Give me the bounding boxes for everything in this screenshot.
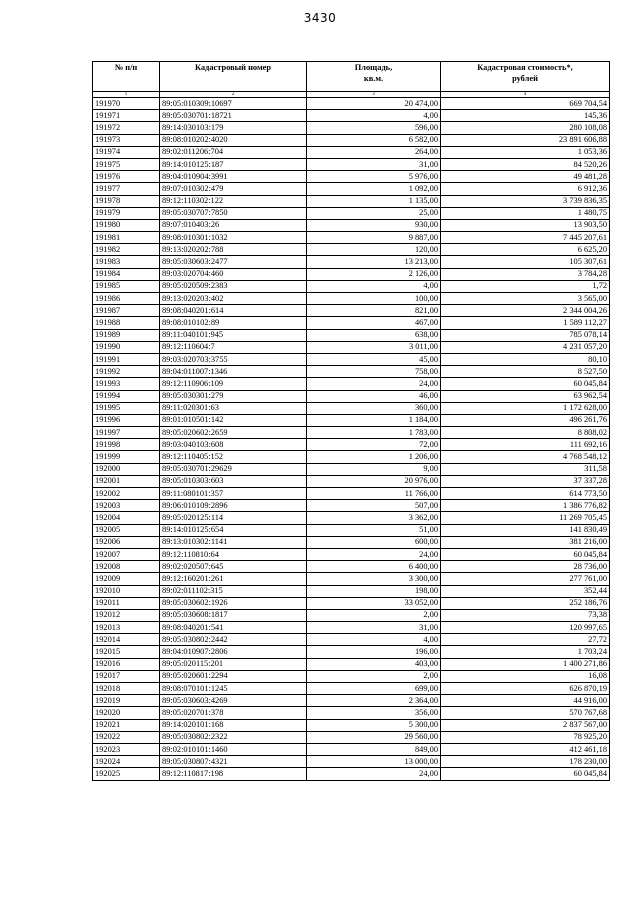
cadastral-number-cell: 89:07:010302:479 bbox=[160, 183, 307, 195]
table-row bbox=[93, 353, 610, 365]
row-number-cell: 191992 bbox=[93, 366, 160, 378]
area-cell: 758,00 bbox=[307, 366, 441, 378]
area-cell: 4,00 bbox=[307, 634, 441, 646]
area-cell: 3 011,00 bbox=[307, 341, 441, 353]
area-cell: 930,00 bbox=[307, 219, 441, 231]
table-row bbox=[93, 463, 610, 475]
cadastral-number-cell: 89:11:040101:945 bbox=[160, 329, 307, 341]
table-row bbox=[93, 378, 610, 390]
table-row bbox=[93, 366, 610, 378]
area-cell: 20 976,00 bbox=[307, 475, 441, 487]
cadastral-number-cell: 89:02:010101:1460 bbox=[160, 743, 307, 755]
area-cell: 45,00 bbox=[307, 353, 441, 365]
cadastral-number-cell: 89:12:110405:152 bbox=[160, 451, 307, 463]
cadastral-cost-cell: 105 307,61 bbox=[441, 256, 610, 268]
cadastral-cost-cell: 6 625,20 bbox=[441, 244, 610, 256]
cadastral-cost-cell: 23 891 606,88 bbox=[441, 134, 610, 146]
cadastral-cost-cell: 352,44 bbox=[441, 585, 610, 597]
cadastral-cost-cell: 1 589 112,27 bbox=[441, 317, 610, 329]
area-cell: 13 213,00 bbox=[307, 256, 441, 268]
row-number-cell: 191998 bbox=[93, 439, 160, 451]
cadastral-number-cell: 89:05:020701:378 bbox=[160, 707, 307, 719]
cadastral-cost-cell: 381 216,00 bbox=[441, 536, 610, 548]
cadastral-cost-cell: 280 108,08 bbox=[441, 122, 610, 134]
cadastral-number-cell: 89:14:030103:179 bbox=[160, 122, 307, 134]
row-number-cell: 191987 bbox=[93, 305, 160, 317]
header-area bbox=[307, 62, 441, 92]
row-number-cell: 192018 bbox=[93, 683, 160, 695]
cadastral-number-cell: 89:04:011007:1346 bbox=[160, 366, 307, 378]
cadastral-cost-cell: 84 520,26 bbox=[441, 158, 610, 170]
table-row bbox=[93, 256, 610, 268]
area-cell: 360,00 bbox=[307, 402, 441, 414]
cadastral-number-cell: 89:01:010501:142 bbox=[160, 414, 307, 426]
header-area-line2: кв.м. bbox=[363, 74, 384, 83]
area-cell: 198,00 bbox=[307, 585, 441, 597]
table-row bbox=[93, 329, 610, 341]
cadastral-cost-cell: 73,38 bbox=[441, 609, 610, 621]
cadastral-value-table bbox=[92, 61, 610, 781]
row-number-cell: 191983 bbox=[93, 256, 160, 268]
table-row bbox=[93, 134, 610, 146]
table-row bbox=[93, 609, 610, 621]
cadastral-number-cell: 89:05:010303:603 bbox=[160, 475, 307, 487]
area-cell: 9,00 bbox=[307, 463, 441, 475]
area-cell: 120,00 bbox=[307, 244, 441, 256]
cadastral-cost-cell: 1 480,75 bbox=[441, 207, 610, 219]
row-number-cell: 191990 bbox=[93, 341, 160, 353]
cadastral-number-cell: 89:06:010109:2896 bbox=[160, 500, 307, 512]
cadastral-cost-cell: 111 692,16 bbox=[441, 439, 610, 451]
cadastral-number-cell: 89:14:010125:654 bbox=[160, 524, 307, 536]
cadastral-cost-cell: 2 344 004,26 bbox=[441, 305, 610, 317]
cadastral-number-cell: 89:14:010125:187 bbox=[160, 158, 307, 170]
cadastral-cost-cell: 49 481,28 bbox=[441, 171, 610, 183]
area-cell: 4,00 bbox=[307, 110, 441, 122]
area-cell: 2,00 bbox=[307, 609, 441, 621]
cadastral-cost-cell: 120 997,65 bbox=[441, 622, 610, 634]
cadastral-number-cell: 89:08:040201:614 bbox=[160, 305, 307, 317]
cadastral-cost-cell: 2 837 567,00 bbox=[441, 719, 610, 731]
column-number-2: 2 bbox=[160, 92, 307, 98]
cadastral-number-cell: 89:04:010904:3991 bbox=[160, 171, 307, 183]
row-number-cell: 192007 bbox=[93, 548, 160, 560]
row-number-cell: 192015 bbox=[93, 646, 160, 658]
table-row bbox=[93, 390, 610, 402]
cadastral-number-cell: 89:12:110810:64 bbox=[160, 548, 307, 560]
row-number-cell: 191979 bbox=[93, 207, 160, 219]
header-row-number bbox=[93, 62, 160, 92]
table-row bbox=[93, 305, 610, 317]
row-number-cell: 191988 bbox=[93, 317, 160, 329]
area-cell: 1 206,00 bbox=[307, 451, 441, 463]
area-cell: 1 783,00 bbox=[307, 427, 441, 439]
cadastral-cost-cell: 614 773,50 bbox=[441, 488, 610, 500]
area-cell: 4,00 bbox=[307, 280, 441, 292]
cadastral-cost-cell: 570 767,68 bbox=[441, 707, 610, 719]
area-cell: 46,00 bbox=[307, 390, 441, 402]
cadastral-number-cell: 89:08:010202:4020 bbox=[160, 134, 307, 146]
table-row bbox=[93, 488, 610, 500]
table-row bbox=[93, 293, 610, 305]
area-cell: 3 362,00 bbox=[307, 512, 441, 524]
area-cell: 596,00 bbox=[307, 122, 441, 134]
row-number-cell: 192021 bbox=[93, 719, 160, 731]
cadastral-number-cell: 89:07:010403:26 bbox=[160, 219, 307, 231]
cadastral-cost-cell: 11 269 705,45 bbox=[441, 512, 610, 524]
cadastral-number-cell: 89:05:030701:29629 bbox=[160, 463, 307, 475]
area-cell: 11 766,00 bbox=[307, 488, 441, 500]
cadastral-number-cell: 89:02:020507:645 bbox=[160, 561, 307, 573]
table-row bbox=[93, 731, 610, 743]
cadastral-cost-cell: 1 053,36 bbox=[441, 146, 610, 158]
table-row bbox=[93, 500, 610, 512]
row-number-cell: 191971 bbox=[93, 110, 160, 122]
row-number-cell: 192014 bbox=[93, 634, 160, 646]
cadastral-cost-cell: 7 445 207,61 bbox=[441, 232, 610, 244]
cadastral-number-cell: 89:11:020301:63 bbox=[160, 402, 307, 414]
area-cell: 25,00 bbox=[307, 207, 441, 219]
cadastral-number-cell: 89:08:010301:1032 bbox=[160, 232, 307, 244]
cadastral-cost-cell: 669 704,54 bbox=[441, 98, 610, 110]
cadastral-cost-cell: 496 261,76 bbox=[441, 414, 610, 426]
area-cell: 600,00 bbox=[307, 536, 441, 548]
row-number-cell: 191991 bbox=[93, 353, 160, 365]
table-row bbox=[93, 158, 610, 170]
cadastral-number-cell: 89:12:110817:198 bbox=[160, 768, 307, 780]
page-number: 3430 bbox=[303, 11, 337, 25]
area-cell: 507,00 bbox=[307, 500, 441, 512]
table-row bbox=[93, 512, 610, 524]
area-cell: 24,00 bbox=[307, 548, 441, 560]
cadastral-cost-cell: 13 903,50 bbox=[441, 219, 610, 231]
row-number-cell: 191993 bbox=[93, 378, 160, 390]
area-cell: 356,00 bbox=[307, 707, 441, 719]
table-row bbox=[93, 585, 610, 597]
cadastral-cost-cell: 60 045,84 bbox=[441, 548, 610, 560]
row-number-cell: 192011 bbox=[93, 597, 160, 609]
row-number-cell: 192022 bbox=[93, 731, 160, 743]
table-row bbox=[93, 548, 610, 560]
cadastral-number-cell: 89:14:020101:168 bbox=[160, 719, 307, 731]
cadastral-number-cell: 89:05:030807:4321 bbox=[160, 756, 307, 768]
area-cell: 2,00 bbox=[307, 670, 441, 682]
cadastral-number-cell: 89:05:030301:279 bbox=[160, 390, 307, 402]
row-number-cell: 191999 bbox=[93, 451, 160, 463]
table-row bbox=[93, 658, 610, 670]
cadastral-number-cell: 89:12:160201:261 bbox=[160, 573, 307, 585]
cadastral-cost-cell: 3 565,00 bbox=[441, 293, 610, 305]
table-row bbox=[93, 683, 610, 695]
row-number-cell: 191977 bbox=[93, 183, 160, 195]
cadastral-cost-cell: 141 830,49 bbox=[441, 524, 610, 536]
table-row bbox=[93, 475, 610, 487]
row-number-cell: 191973 bbox=[93, 134, 160, 146]
cadastral-cost-cell: 28 736,00 bbox=[441, 561, 610, 573]
cadastral-number-cell: 89:12:110906:109 bbox=[160, 378, 307, 390]
row-number-cell: 192009 bbox=[93, 573, 160, 585]
column-number-1: 1 bbox=[93, 92, 160, 98]
row-number-cell: 192000 bbox=[93, 463, 160, 475]
row-number-cell: 191985 bbox=[93, 280, 160, 292]
table-row bbox=[93, 414, 610, 426]
column-number-4: 4 bbox=[441, 92, 610, 98]
cadastral-number-cell: 89:05:030603:4269 bbox=[160, 695, 307, 707]
table-row bbox=[93, 719, 610, 731]
cadastral-number-cell: 89:05:030608:1817 bbox=[160, 609, 307, 621]
table-row bbox=[93, 597, 610, 609]
cadastral-cost-cell: 252 186,76 bbox=[441, 597, 610, 609]
row-number-cell: 192019 bbox=[93, 695, 160, 707]
table-row bbox=[93, 402, 610, 414]
cadastral-cost-cell: 37 337,28 bbox=[441, 475, 610, 487]
area-cell: 5 300,00 bbox=[307, 719, 441, 731]
cadastral-cost-cell: 16,08 bbox=[441, 670, 610, 682]
cadastral-number-cell: 89:05:010309:10697 bbox=[160, 98, 307, 110]
area-cell: 33 052,00 bbox=[307, 597, 441, 609]
table-row bbox=[93, 622, 610, 634]
cadastral-cost-cell: 1 386 776,82 bbox=[441, 500, 610, 512]
table-row bbox=[93, 573, 610, 585]
cadastral-number-cell: 89:05:020115:201 bbox=[160, 658, 307, 670]
area-cell: 6 400,00 bbox=[307, 561, 441, 573]
area-cell: 1 135,00 bbox=[307, 195, 441, 207]
cadastral-cost-cell: 63 962,54 bbox=[441, 390, 610, 402]
cadastral-cost-cell: 8 808,02 bbox=[441, 427, 610, 439]
area-cell: 638,00 bbox=[307, 329, 441, 341]
cadastral-number-cell: 89:08:040201:541 bbox=[160, 622, 307, 634]
column-number-3: 3 bbox=[307, 92, 441, 98]
area-cell: 51,00 bbox=[307, 524, 441, 536]
area-cell: 20 474,00 bbox=[307, 98, 441, 110]
cadastral-cost-cell: 3 784,28 bbox=[441, 268, 610, 280]
cadastral-number-cell: 89:13:020202:788 bbox=[160, 244, 307, 256]
table-row bbox=[93, 451, 610, 463]
area-cell: 2 364,00 bbox=[307, 695, 441, 707]
table-row bbox=[93, 646, 610, 658]
row-number-cell: 191997 bbox=[93, 427, 160, 439]
area-cell: 13 000,00 bbox=[307, 756, 441, 768]
table-row bbox=[93, 195, 610, 207]
cadastral-number-cell: 89:05:030602:1926 bbox=[160, 597, 307, 609]
row-number-cell: 191994 bbox=[93, 390, 160, 402]
cadastral-cost-cell: 60 045,84 bbox=[441, 768, 610, 780]
cadastral-cost-cell: 3 739 836,35 bbox=[441, 195, 610, 207]
cadastral-number-cell: 89:02:011102:315 bbox=[160, 585, 307, 597]
cadastral-cost-cell: 626 870,19 bbox=[441, 683, 610, 695]
header-cadastral-number-label: Кадастровый номер bbox=[194, 63, 272, 72]
table-row bbox=[93, 146, 610, 158]
row-number-cell: 192023 bbox=[93, 743, 160, 755]
row-number-cell: 191986 bbox=[93, 293, 160, 305]
table-row bbox=[93, 232, 610, 244]
area-cell: 9 887,00 bbox=[307, 232, 441, 244]
cadastral-cost-cell: 1 172 628,00 bbox=[441, 402, 610, 414]
area-cell: 29 560,00 bbox=[307, 731, 441, 743]
row-number-cell: 191978 bbox=[93, 195, 160, 207]
cadastral-number-cell: 89:11:080101:357 bbox=[160, 488, 307, 500]
cadastral-cost-cell: 4 768 548,12 bbox=[441, 451, 610, 463]
area-cell: 821,00 bbox=[307, 305, 441, 317]
area-cell: 196,00 bbox=[307, 646, 441, 658]
cadastral-cost-cell: 277 761,00 bbox=[441, 573, 610, 585]
table-header-row bbox=[93, 62, 610, 92]
row-number-cell: 191982 bbox=[93, 244, 160, 256]
area-cell: 100,00 bbox=[307, 293, 441, 305]
cadastral-number-cell: 89:13:020203:402 bbox=[160, 293, 307, 305]
area-cell: 31,00 bbox=[307, 158, 441, 170]
row-number-cell: 192003 bbox=[93, 500, 160, 512]
cadastral-cost-cell: 78 925,20 bbox=[441, 731, 610, 743]
table-row bbox=[93, 98, 610, 110]
cadastral-number-cell: 89:05:030603:2477 bbox=[160, 256, 307, 268]
cadastral-cost-cell: 311,58 bbox=[441, 463, 610, 475]
cadastral-number-cell: 89:05:020602:2659 bbox=[160, 427, 307, 439]
row-number-cell: 192024 bbox=[93, 756, 160, 768]
area-cell: 403,00 bbox=[307, 658, 441, 670]
table-row bbox=[93, 207, 610, 219]
cadastral-cost-cell: 785 078,14 bbox=[441, 329, 610, 341]
table-row bbox=[93, 536, 610, 548]
cadastral-number-cell: 89:03:020703:3755 bbox=[160, 353, 307, 365]
table-row bbox=[93, 341, 610, 353]
table-row bbox=[93, 439, 610, 451]
row-number-cell: 191974 bbox=[93, 146, 160, 158]
table-row bbox=[93, 634, 610, 646]
table-body bbox=[93, 98, 610, 781]
table-row bbox=[93, 280, 610, 292]
area-cell: 467,00 bbox=[307, 317, 441, 329]
area-cell: 24,00 bbox=[307, 768, 441, 780]
header-cadastral-number bbox=[160, 62, 307, 92]
cadastral-number-cell: 89:03:020704:460 bbox=[160, 268, 307, 280]
area-cell: 6 582,00 bbox=[307, 134, 441, 146]
table-row bbox=[93, 768, 610, 780]
table-row bbox=[93, 524, 610, 536]
row-number-cell: 192006 bbox=[93, 536, 160, 548]
header-row-number-label: № п/п bbox=[114, 63, 138, 72]
cadastral-number-cell: 89:02:011206:704 bbox=[160, 146, 307, 158]
cadastral-number-cell: 89:08:010102:89 bbox=[160, 317, 307, 329]
area-cell: 1 092,00 bbox=[307, 183, 441, 195]
cadastral-cost-cell: 44 916,00 bbox=[441, 695, 610, 707]
header-area-line1: Площадь, bbox=[354, 63, 393, 72]
table-row bbox=[93, 183, 610, 195]
table-row bbox=[93, 756, 610, 768]
header-cost-line2: рублей bbox=[512, 74, 538, 83]
table-row bbox=[93, 695, 610, 707]
header-cost-line1: Кадастровая стоимость*, bbox=[477, 63, 573, 72]
row-number-cell: 191996 bbox=[93, 414, 160, 426]
area-cell: 849,00 bbox=[307, 743, 441, 755]
table-row bbox=[93, 743, 610, 755]
area-cell: 1 184,00 bbox=[307, 414, 441, 426]
header-cadastral-cost bbox=[441, 62, 610, 92]
row-number-cell: 191976 bbox=[93, 171, 160, 183]
row-number-cell: 192013 bbox=[93, 622, 160, 634]
cadastral-number-cell: 89:12:110302:122 bbox=[160, 195, 307, 207]
row-number-cell: 191995 bbox=[93, 402, 160, 414]
row-number-cell: 191975 bbox=[93, 158, 160, 170]
row-number-cell: 192005 bbox=[93, 524, 160, 536]
table-row bbox=[93, 427, 610, 439]
table-row bbox=[93, 244, 610, 256]
cadastral-cost-cell: 1,72 bbox=[441, 280, 610, 292]
cadastral-number-cell: 89:05:020601:2294 bbox=[160, 670, 307, 682]
row-number-cell: 192001 bbox=[93, 475, 160, 487]
table-row bbox=[93, 219, 610, 231]
table-row bbox=[93, 670, 610, 682]
row-number-cell: 192016 bbox=[93, 658, 160, 670]
cadastral-cost-cell: 27,72 bbox=[441, 634, 610, 646]
row-number-cell: 192025 bbox=[93, 768, 160, 780]
cadastral-number-cell: 89:08:070101:1245 bbox=[160, 683, 307, 695]
row-number-cell: 192017 bbox=[93, 670, 160, 682]
table-row bbox=[93, 171, 610, 183]
table-row bbox=[93, 110, 610, 122]
cadastral-number-cell: 89:05:030701:18721 bbox=[160, 110, 307, 122]
row-number-cell: 192012 bbox=[93, 609, 160, 621]
cadastral-cost-cell: 8 527,50 bbox=[441, 366, 610, 378]
cadastral-cost-cell: 145,36 bbox=[441, 110, 610, 122]
area-cell: 699,00 bbox=[307, 683, 441, 695]
table-row bbox=[93, 561, 610, 573]
area-cell: 24,00 bbox=[307, 378, 441, 390]
cadastral-number-cell: 89:05:020125:114 bbox=[160, 512, 307, 524]
cadastral-cost-cell: 1 703,24 bbox=[441, 646, 610, 658]
row-number-cell: 191981 bbox=[93, 232, 160, 244]
cadastral-cost-cell: 178 230,00 bbox=[441, 756, 610, 768]
area-cell: 2 126,00 bbox=[307, 268, 441, 280]
cadastral-number-cell: 89:05:030707:7850 bbox=[160, 207, 307, 219]
row-number-cell: 192002 bbox=[93, 488, 160, 500]
cadastral-number-cell: 89:05:030802:2442 bbox=[160, 634, 307, 646]
cadastral-cost-cell: 412 461,18 bbox=[441, 743, 610, 755]
table-row bbox=[93, 122, 610, 134]
cadastral-cost-cell: 1 400 271,86 bbox=[441, 658, 610, 670]
row-number-cell: 192020 bbox=[93, 707, 160, 719]
cadastral-number-cell: 89:05:020509:2383 bbox=[160, 280, 307, 292]
cadastral-cost-cell: 60 045,84 bbox=[441, 378, 610, 390]
row-number-cell: 191984 bbox=[93, 268, 160, 280]
cadastral-number-cell: 89:12:110604:7 bbox=[160, 341, 307, 353]
row-number-cell: 191980 bbox=[93, 219, 160, 231]
area-cell: 264,00 bbox=[307, 146, 441, 158]
area-cell: 31,00 bbox=[307, 622, 441, 634]
row-number-cell: 191989 bbox=[93, 329, 160, 341]
area-cell: 5 976,00 bbox=[307, 171, 441, 183]
cadastral-cost-cell: 4 231 057,20 bbox=[441, 341, 610, 353]
row-number-cell: 192008 bbox=[93, 561, 160, 573]
row-number-cell: 191970 bbox=[93, 98, 160, 110]
table-row bbox=[93, 268, 610, 280]
table-row bbox=[93, 707, 610, 719]
area-cell: 3 300,00 bbox=[307, 573, 441, 585]
cadastral-number-cell: 89:05:030802:2322 bbox=[160, 731, 307, 743]
cadastral-number-cell: 89:04:010907:2806 bbox=[160, 646, 307, 658]
area-cell: 72,00 bbox=[307, 439, 441, 451]
row-number-cell: 192004 bbox=[93, 512, 160, 524]
cadastral-cost-cell: 6 912,36 bbox=[441, 183, 610, 195]
row-number-cell: 191972 bbox=[93, 122, 160, 134]
cadastral-cost-cell: 80,10 bbox=[441, 353, 610, 365]
table-row bbox=[93, 317, 610, 329]
cadastral-number-cell: 89:13:010302:1141 bbox=[160, 536, 307, 548]
row-number-cell: 192010 bbox=[93, 585, 160, 597]
cadastral-number-cell: 89:03:040103:608 bbox=[160, 439, 307, 451]
